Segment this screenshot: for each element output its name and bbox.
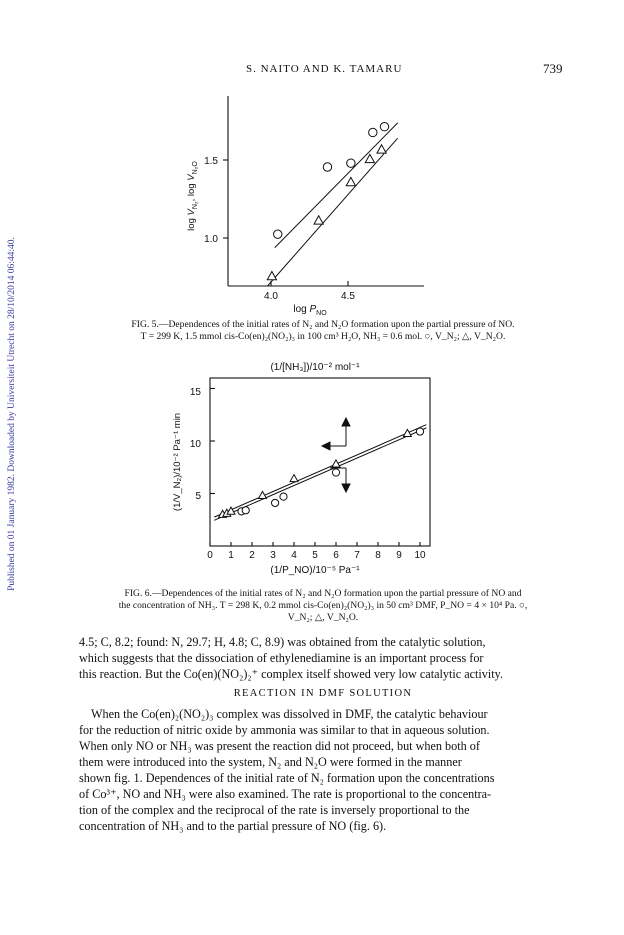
circle-data-point <box>272 499 279 506</box>
body-line: tion of the complex and the reciprocal of the rate is inversely proportional to the <box>79 803 470 817</box>
up-arrow-icon <box>342 418 350 426</box>
fig6-ticks <box>210 389 420 547</box>
triangle-data-point <box>365 154 374 162</box>
fig6-caption-line-1: FIG. 6.—Dependences of the initial rates of N₂ and N₂O formation upon the partial pressure of NO and <box>124 588 522 599</box>
triangle-data-point <box>377 145 386 153</box>
fig6-xtick-label: 1 <box>228 550 234 561</box>
section-heading: REACTION IN DMF SOLUTION <box>233 688 413 699</box>
figure-5-caption <box>79 319 567 343</box>
body-line: shown fig. 1. Dependences of the initial rate of N₂ formation upon the concentrations <box>79 771 495 785</box>
fig6-xtick-label: 9 <box>396 550 402 561</box>
fig6-xtick-label: 2 <box>249 550 255 561</box>
down-arrow-icon <box>342 484 350 492</box>
running-header-authors: S. NAITO AND K. TAMARU <box>246 63 403 75</box>
triangle-data-point <box>346 177 355 185</box>
fig6-ytick-label-5: 5 <box>195 491 201 502</box>
fig5-caption-line-1: FIG. 5.—Dependences of the initial rates of N₂ and N₂O formation upon the partial pressure of NO. <box>131 319 515 330</box>
fit-line-1 <box>275 123 398 248</box>
fig6-xtick-label: 8 <box>375 550 381 561</box>
circle-data-point <box>280 493 287 500</box>
fig5-xtick-label-4.0: 4.0 <box>264 291 278 302</box>
figure-6-caption <box>79 588 567 624</box>
fig6-xtick-label: 5 <box>312 550 318 561</box>
left-arrow-icon <box>322 442 346 450</box>
fig5-xtick-label-4.5: 4.5 <box>341 291 355 302</box>
body-line: 4.5; C, 8.2; found: N, 29.7; H, 4.8; C, 8.9) was obtained from the catalytic solution, <box>79 635 486 649</box>
fig6-caption-line-3: V_N₂; △, V_N₂O. <box>287 612 359 623</box>
fig6-top-axis-label: (1/[NH₃])/10⁻² mol⁻¹ <box>270 362 360 373</box>
fig5-ytick-label-1.0: 1.0 <box>204 234 218 245</box>
fig6-xtick-label: 4 <box>291 550 297 561</box>
fig6-caption-line-2: the concentration of NH₃. T = 298 K, 0.2 mmol cis-Co(en)₂(NO₂)₃ in 50 cm³ DMF, P_NO = 4 × 10⁴ Pa. ○, <box>118 600 528 611</box>
figure-6-chart <box>150 358 450 586</box>
fig6-x-tick-labels <box>207 550 426 561</box>
fig5-x-axis-label: $\log P_{NO}$ <box>293 304 327 317</box>
body-line: When only NO or NH₃ was present the reaction did not proceed, but when both of <box>79 739 480 753</box>
circle-data-point <box>274 230 282 238</box>
triangle-data-point <box>403 429 411 436</box>
triangle-data-point <box>267 271 276 279</box>
fit-line-2 <box>214 425 426 517</box>
fig6-axis-indicator-arrows <box>322 418 350 492</box>
paragraph-2 <box>79 706 567 834</box>
fig6-xtick-label: 0 <box>207 550 213 561</box>
paragraph-1 <box>79 634 567 682</box>
fig5-y-axis-label: $\log V_{N_2}$, $\log V_{N_2O}$ <box>186 161 199 231</box>
circle-data-point <box>380 123 388 131</box>
fig6-xtick-label: 6 <box>333 550 339 561</box>
fig6-ytick-label-10: 10 <box>189 439 201 450</box>
circle-data-point <box>332 469 339 476</box>
page-number: 739 <box>543 61 563 76</box>
circle-data-point <box>323 163 331 171</box>
fig6-x-axis-label: (1/P_NO)/10⁻⁵ Pa⁻¹ <box>270 565 360 576</box>
fig6-plot-frame <box>210 378 430 546</box>
body-line: concentration of NH₃ and to the partial pressure of NO (fig. 6). <box>79 819 387 833</box>
fig5-caption-line-2: T = 299 K, 1.5 mmol cis-Co(en)₂(NO₂)₃ in 100 cm³ H₂O, NH₃ = 0.6 mol. ○, V_N₂; △, V_N₂O. <box>140 331 506 342</box>
body-line: When the Co(en)₂(NO₂)₃ complex was dissolved in DMF, the catalytic behaviour <box>91 707 488 721</box>
body-line: this reaction. But the Co(en)(NO₂)₂⁺ complex itself showed very low catalytic activity. <box>79 667 503 681</box>
body-line: which suggests that the dissociation of ethylenediamine is an important process for <box>79 651 484 665</box>
fig6-ytick-label-15: 15 <box>189 387 201 398</box>
circle-data-point <box>242 507 249 514</box>
body-line: for the reduction of nitric oxide by ammonia was similar to that in aqueous solution. <box>79 723 490 737</box>
circle-data-point <box>347 159 355 167</box>
fig6-xtick-label: 7 <box>354 550 360 561</box>
fig5-ytick-label-1.5: 1.5 <box>204 156 218 167</box>
fig6-xtick-label: 3 <box>270 550 276 561</box>
fig6-y-axis-label: (1/V_N₂)/10⁻² Pa⁻¹ min <box>172 412 183 512</box>
figure-5-chart <box>150 88 440 317</box>
fig5-data-marks <box>267 123 397 286</box>
triangle-data-point <box>332 460 340 467</box>
body-line: them were introduced into the system, N₂ and N₂O were formed in the manner <box>79 755 462 769</box>
triangle-data-point <box>290 475 298 482</box>
circle-data-point <box>416 428 423 435</box>
circle-data-point <box>369 128 377 136</box>
triangle-data-point <box>314 216 323 224</box>
body-line: of Co³⁺, NO and NH₃ were also examined. The rate is proportional to the concentra- <box>79 787 492 801</box>
fit-line-2 <box>267 138 397 286</box>
fig6-data-marks <box>214 425 426 521</box>
fig6-xtick-label: 10 <box>414 550 426 561</box>
download-watermark: Published on 01 January 1982. Downloaded by Universiteit Utrecht on 28/10/2014 06:44:40. <box>7 237 17 591</box>
